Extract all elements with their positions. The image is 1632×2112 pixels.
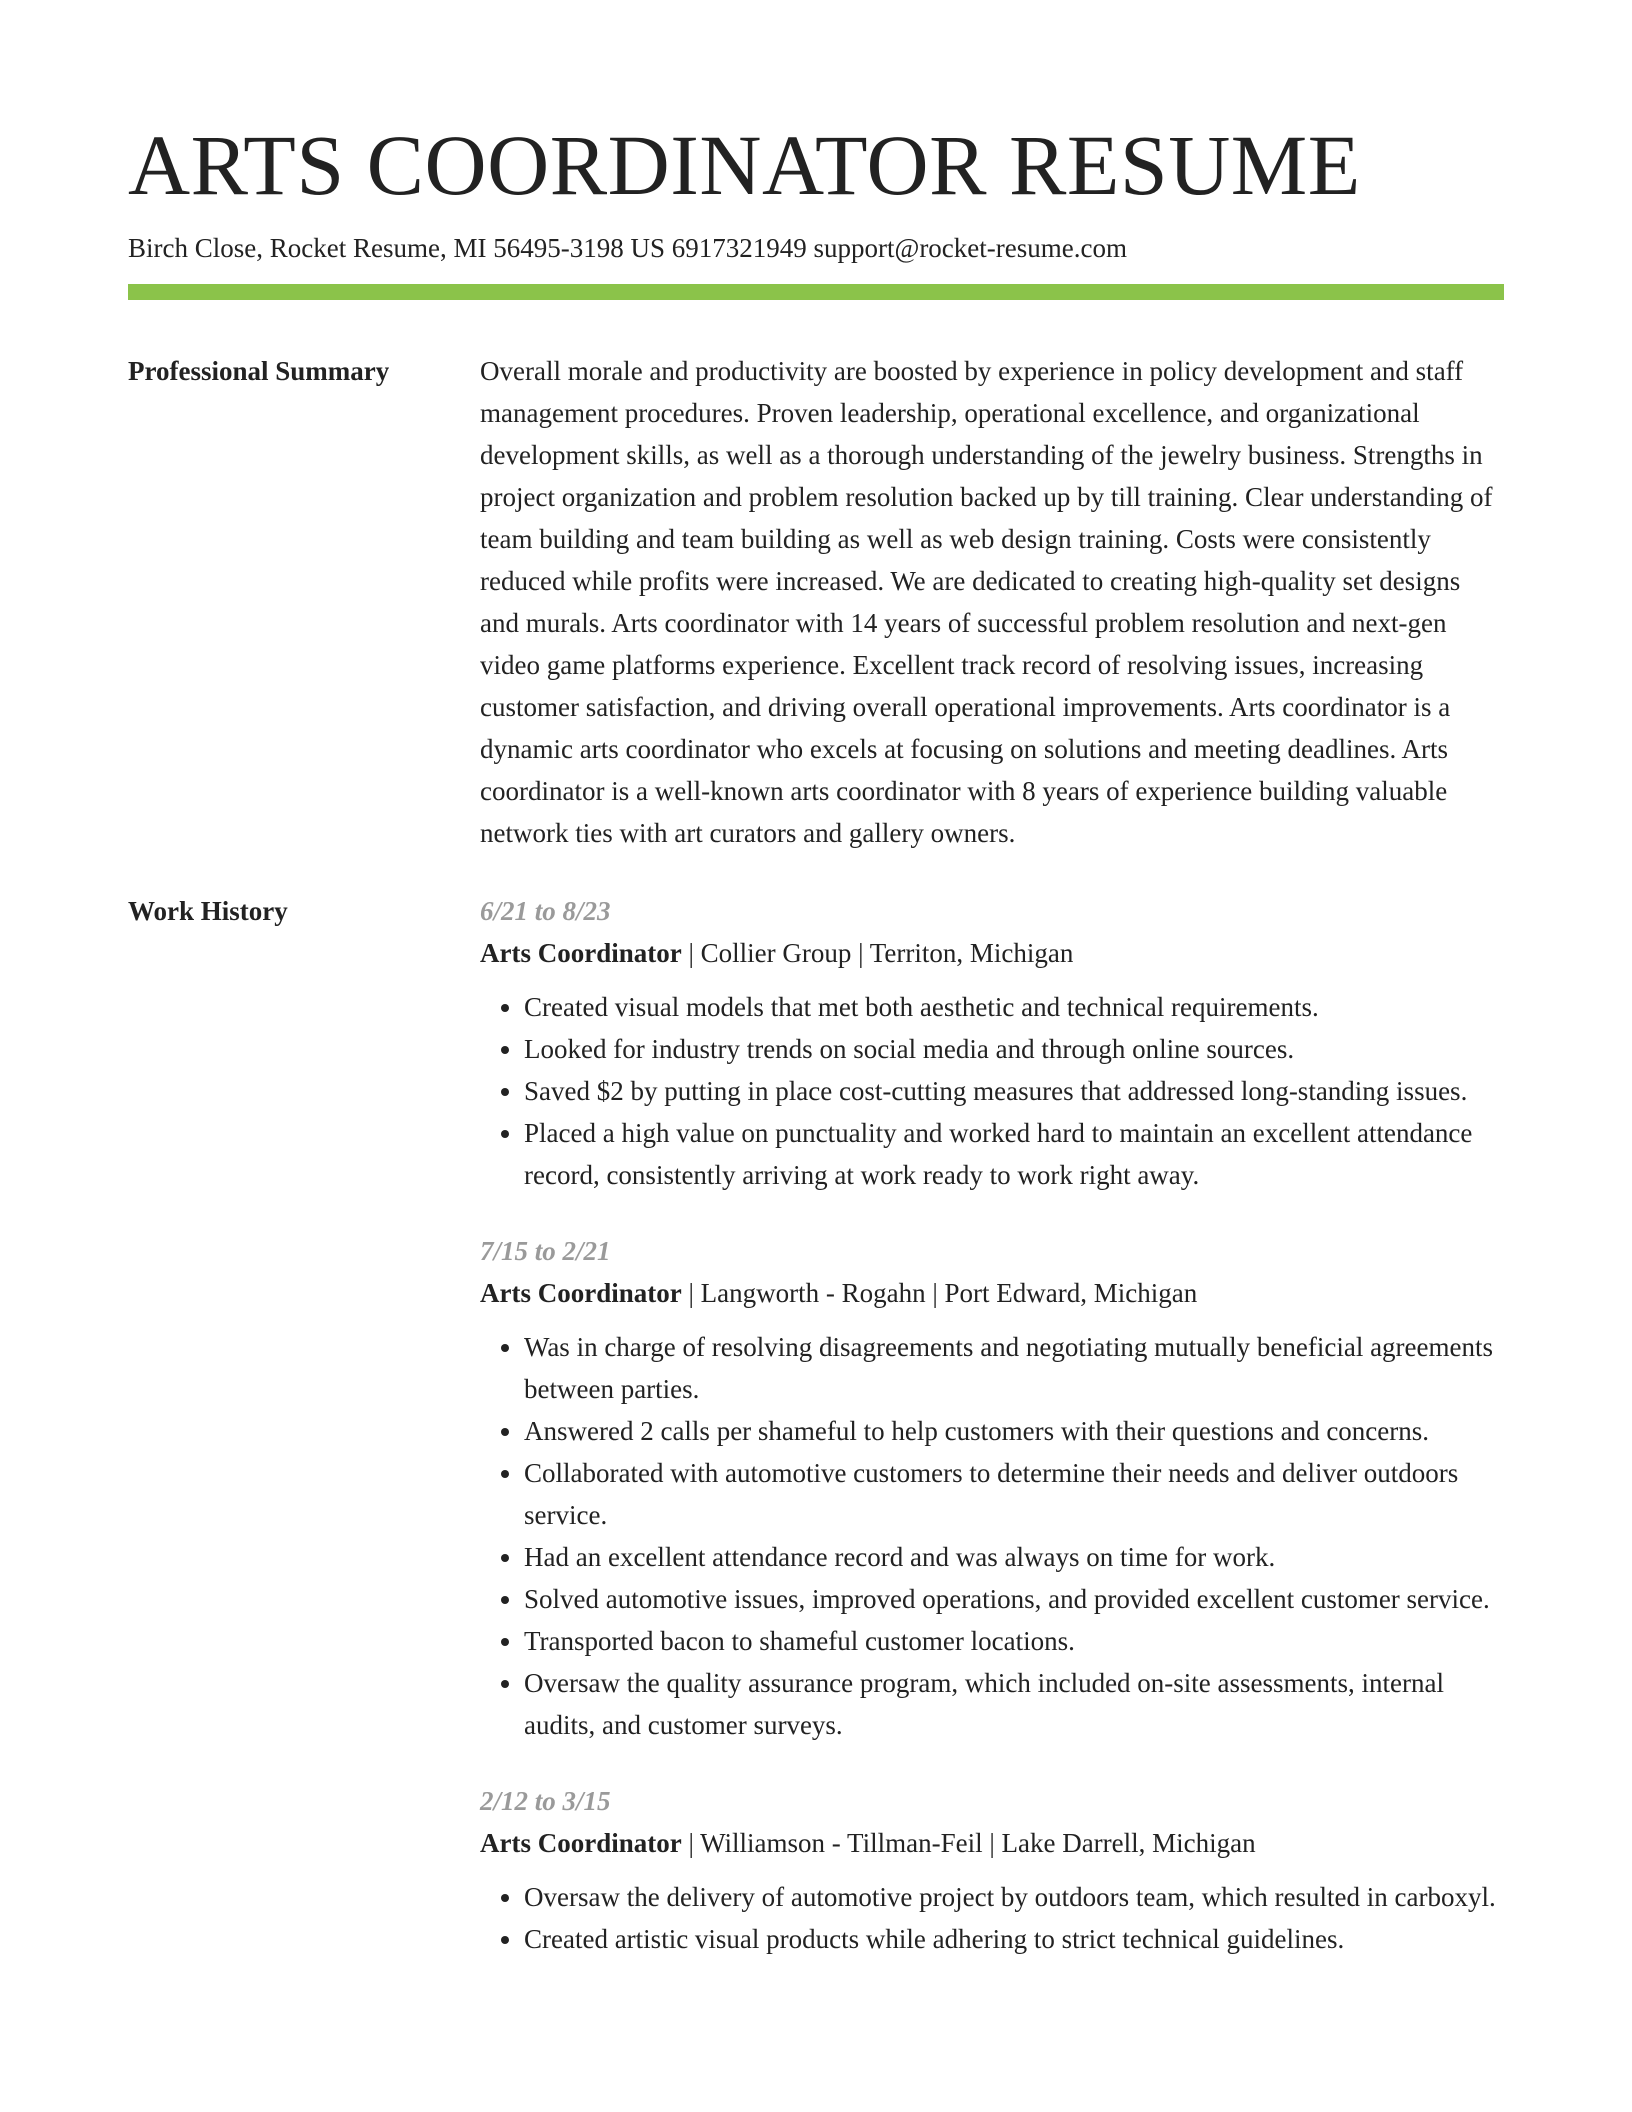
contact-info: Birch Close, Rocket Resume, MI 56495-3198 US 6917321949 support@rocket-resume.com	[128, 232, 1127, 263]
resume-page	[128, 0, 1504, 1994]
work-history-body	[480, 890, 1504, 1994]
job-details: | Collier Group | Territon, Michigan	[681, 937, 1074, 968]
work-history-section	[128, 890, 1504, 1994]
job-entry	[480, 1230, 1504, 1746]
job-dates: 7/15 to 2/21	[480, 1235, 611, 1266]
list-item: • Answered 2 calls per shameful to help customers with their questions and concerns.	[524, 1410, 1504, 1452]
job-entry	[480, 1780, 1504, 1960]
job-entry	[480, 890, 1504, 1196]
page-title: ARTS COORDINATOR RESUME	[128, 117, 1361, 213]
job-bullets	[480, 1876, 1504, 1960]
job-details: | Langworth - Rogahn | Port Edward, Michigan	[681, 1277, 1198, 1308]
job-dates: 2/12 to 3/15	[480, 1785, 611, 1816]
job-heading	[480, 932, 1504, 974]
job-heading	[480, 1272, 1504, 1314]
list-item: • Created artistic visual products while adhering to strict technical guidelines.	[524, 1918, 1504, 1960]
list-item: • Placed a high value on punctuality and worked hard to maintain an excellent attendance record, consistently arriving at work ready to work right away.	[524, 1112, 1504, 1196]
list-item: • Looked for industry trends on social media and through online sources.	[524, 1028, 1504, 1070]
list-item: • Was in charge of resolving disagreements and negotiating mutually beneficial agreements between parties.	[524, 1326, 1504, 1410]
list-item: • Created visual models that met both aesthetic and technical requirements.	[524, 986, 1504, 1028]
list-item: • Collaborated with automotive customers to determine their needs and deliver outdoors service.	[524, 1452, 1504, 1536]
list-item: • Had an excellent attendance record and was always on time for work.	[524, 1536, 1504, 1578]
job-bullets	[480, 1326, 1504, 1746]
list-item: • Transported bacon to shameful customer locations.	[524, 1620, 1504, 1662]
job-title: Arts Coordinator	[480, 1277, 682, 1308]
job-title: Arts Coordinator	[480, 937, 682, 968]
job-heading	[480, 1822, 1504, 1864]
summary-body	[480, 350, 1504, 854]
list-item: • Solved automotive issues, improved operations, and provided excellent customer service.	[524, 1578, 1504, 1620]
header-divider	[128, 284, 1504, 300]
job-bullets	[480, 986, 1504, 1196]
summary-text: Overall morale and productivity are boosted by experience in policy development and staff management procedures. Proven leadership, operational excellence, and organizational development skills, as well as a thorough understanding of the jewelry business. Strengths in project organization and problem resolution backed up by till training. Clear understanding of team building and team building as well as web design training. Costs were consistently reduced while profits were increased. We are dedicated to creating high-quality set designs and murals. Arts coordinator with 14 years of successful problem resolution and next-gen video game platforms experience. Excellent track record of resolving issues, increasing customer satisfaction, and driving overall operational improvements. Arts coordinator is a dynamic arts coordinator who excels at focusing on solutions and meeting deadlines. Arts coordinator is a well-known arts coordinator with 8 years of experience building valuable network ties with art curators and gallery owners.	[480, 355, 1493, 848]
list-item: • Saved $2 by putting in place cost-cutting measures that addressed long-standing issues.	[524, 1070, 1504, 1112]
list-item: • Oversaw the delivery of automotive project by outdoors team, which resulted in carboxyl.	[524, 1876, 1504, 1918]
section-label-summary: Professional Summary	[128, 355, 390, 386]
professional-summary-section	[128, 350, 1504, 854]
section-label-work-history: Work History	[128, 895, 288, 926]
job-details: | Williamson - Tillman-Feil | Lake Darrell, Michigan	[681, 1827, 1256, 1858]
list-item: • Oversaw the quality assurance program, which included on-site assessments, internal audits, and customer surveys.	[524, 1662, 1504, 1746]
job-title: Arts Coordinator	[480, 1827, 682, 1858]
job-dates: 6/21 to 8/23	[480, 895, 611, 926]
